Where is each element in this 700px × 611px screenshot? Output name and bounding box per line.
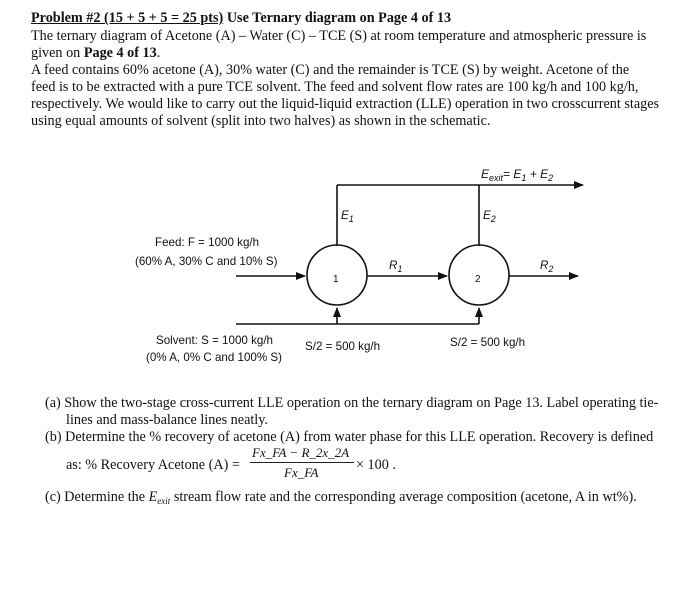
- question-c-sub: exit: [157, 496, 171, 506]
- recovery-fraction-bar: [250, 462, 354, 463]
- r2-label: [540, 257, 553, 278]
- question-b-formula-prefix: as: % Recovery Acetone (A) =: [66, 457, 240, 473]
- paragraph-line-2: feed is to be extracted with a pure TCE solvent. The feed and solvent flow rates are 100 kg/h and 100 kg/h,: [31, 79, 639, 95]
- problem-title-tail: Use Ternary diagram on Page 4 of 13: [226, 10, 452, 26]
- r1-label: [389, 257, 402, 278]
- solvent-label-line-1: Solvent: S = 1000 kg/h: [156, 334, 273, 347]
- e2-letter: E: [483, 209, 491, 222]
- exit-eq-sub1: 1: [521, 173, 527, 183]
- feed-label-line-2: (60% A, 30% C and 10% S): [135, 255, 278, 268]
- recovery-denominator: Fx_FA: [284, 465, 319, 480]
- exit-plus: + E: [526, 167, 549, 181]
- question-b-line-1: (b) Determine the % recovery of acetone (A) from water phase for this LLE operation. Recovery is defined: [45, 429, 654, 445]
- question-c-line-1: [45, 489, 637, 510]
- question-c-end: stream flow rate and the corresponding average composition (acetone, A in wt%).: [170, 489, 637, 505]
- question-c-start: (c) Determine the: [45, 489, 149, 505]
- r2-sub: 2: [548, 264, 554, 274]
- recovery-numerator: Fx_FA − R_2x_2A: [252, 445, 350, 460]
- paragraph-line-1: A feed contains 60% acetone (A), 30% water (C) and the remainder is TCE (S) by weight. Acetone of the: [31, 62, 630, 78]
- page-reference: Page 4 of 13: [83, 45, 157, 61]
- intro-line-2a: given on: [31, 45, 84, 61]
- r1-sub: 1: [397, 264, 403, 274]
- exit-stream-label: [481, 166, 553, 187]
- solvent-split-1-label: S/2 = 500 kg/h: [305, 340, 381, 353]
- r1-letter: R: [389, 259, 398, 272]
- e2-sub: 2: [490, 214, 496, 224]
- paragraph-line-4: using equal amounts of solvent (split into two halves) as shown in the schematic.: [31, 113, 491, 129]
- stage-2-number: 2: [475, 274, 481, 285]
- solvent-label-line-2: (0% A, 0% C and 100% S): [146, 351, 282, 364]
- feed-label-line-1: Feed: F = 1000 kg/h: [155, 236, 260, 249]
- problem-title: Problem #2 (15 + 5 + 5 = 25 pts): [31, 10, 224, 26]
- paragraph-line-3: respectively. We would like to carry out the liquid-liquid extraction (LLE) operation in two crosscurrent stages: [31, 96, 660, 112]
- intro-line-2c: .: [156, 45, 161, 61]
- exit-e: E: [481, 167, 490, 181]
- exit-sub: exit: [489, 173, 504, 183]
- exit-eq: = E: [503, 167, 522, 181]
- question-a-line-1: (a) Show the two-stage cross-current LLE operation on the ternary diagram on Page 13. Label operating tie-: [45, 395, 659, 411]
- intro-line-1: The ternary diagram of Acetone (A) – Water (C) – TCE (S) at room temperature and atmospheric pressure is: [31, 28, 647, 44]
- e1-label: [341, 207, 354, 228]
- e2-label: [483, 207, 496, 228]
- e1-sub: 1: [348, 214, 354, 224]
- question-c-e: E: [148, 489, 158, 505]
- solvent-split-2-label: S/2 = 500 kg/h: [450, 336, 526, 349]
- r2-letter: R: [540, 259, 549, 272]
- question-a-line-2: lines and mass-balance lines neatly.: [66, 412, 268, 428]
- stage-1-number: 1: [333, 274, 339, 285]
- question-b-formula-suffix: × 100 .: [356, 457, 396, 473]
- e1-letter: E: [341, 209, 349, 222]
- exit-eq-sub2: 2: [548, 173, 554, 183]
